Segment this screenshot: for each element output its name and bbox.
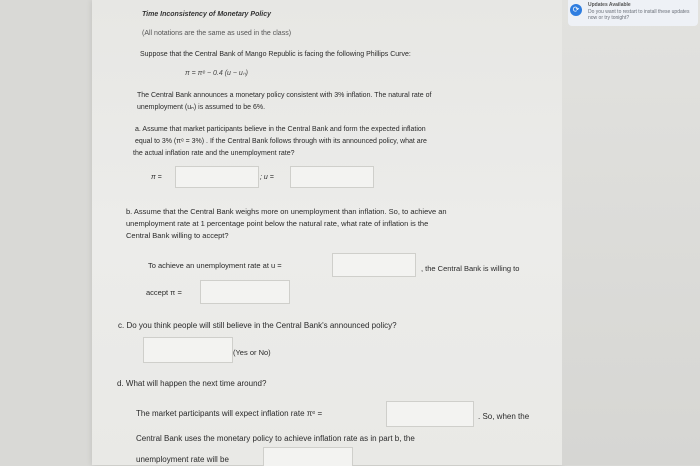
part-c-hint: (Yes or No)	[233, 348, 271, 357]
part-a-pi-label: π =	[151, 174, 162, 181]
part-d-row3: unemployment rate will be	[136, 455, 229, 464]
intro-line: Suppose that the Central Bank of Mango Republic is facing the following Phillips Curve:	[140, 51, 411, 58]
part-d-pe-input[interactable]	[386, 401, 474, 427]
part-a-u-input[interactable]	[290, 166, 374, 188]
part-c-question: c. Do you think people will still believe in the Central Bank's announced policy?	[118, 321, 397, 330]
part-b-line-1: b. Assume that the Central Bank weighs more on unemployment than inflation. So, to achieve an	[126, 207, 447, 216]
intro-paragraph-2: unemployment (uₙ) is assumed to be 6%.	[137, 104, 266, 111]
update-icon: ⟳	[570, 4, 582, 16]
part-b-row1-left: To achieve an unemployment rate at u =	[148, 261, 282, 270]
part-d-row1-right: . So, when the	[478, 412, 530, 421]
part-b-line-3: Central Bank willing to accept?	[126, 231, 229, 240]
part-a-line-3: the actual inflation rate and the unemployment rate?	[133, 150, 295, 157]
part-b-row1-right: , the Central Bank is willing to	[421, 264, 520, 273]
notification-text: Do you want to restart to install these updates now or try tonight?	[588, 9, 690, 21]
part-a-line-2: equal to 3% (πᵉ = 3%) . If the Central Bank follows through with its announced policy, what are	[135, 138, 427, 145]
part-b-pi-input[interactable]	[200, 280, 290, 304]
part-b-row2-left: accept π =	[146, 288, 182, 297]
part-d-u-input[interactable]	[263, 447, 353, 466]
part-c-input[interactable]	[143, 337, 233, 363]
part-b-line-2: unemployment rate at 1 percentage point below the natural rate, what rate of inflation is the	[126, 219, 429, 228]
right-margin	[562, 0, 700, 465]
class-note: (All notations are the same as used in the class)	[142, 30, 292, 37]
part-a-line-1: a. Assume that market participants believe in the Central Bank and form the expected inflation	[135, 126, 426, 133]
notification-title: Updates Available	[588, 2, 631, 8]
intro-paragraph-1: The Central Bank announces a monetary policy consistent with 3% inflation. The natural rate of	[137, 92, 432, 99]
page-title: Time Inconsistency of Monetary Policy	[142, 11, 272, 18]
part-a-pi-input[interactable]	[175, 166, 259, 188]
part-b-u-input[interactable]	[332, 253, 416, 277]
part-d-question: d. What will happen the next time around?	[117, 379, 267, 388]
update-notification[interactable]	[568, 0, 698, 26]
phillips-equation: π = πᵉ − 0.4 (u − uₙ)	[185, 70, 248, 77]
part-d-row1-left: The market participants will expect inflation rate πᵉ =	[136, 409, 323, 418]
part-d-row2: Central Bank uses the monetary policy to achieve inflation rate as in part b, the	[136, 434, 415, 443]
part-a-u-label: ; u =	[260, 174, 274, 181]
